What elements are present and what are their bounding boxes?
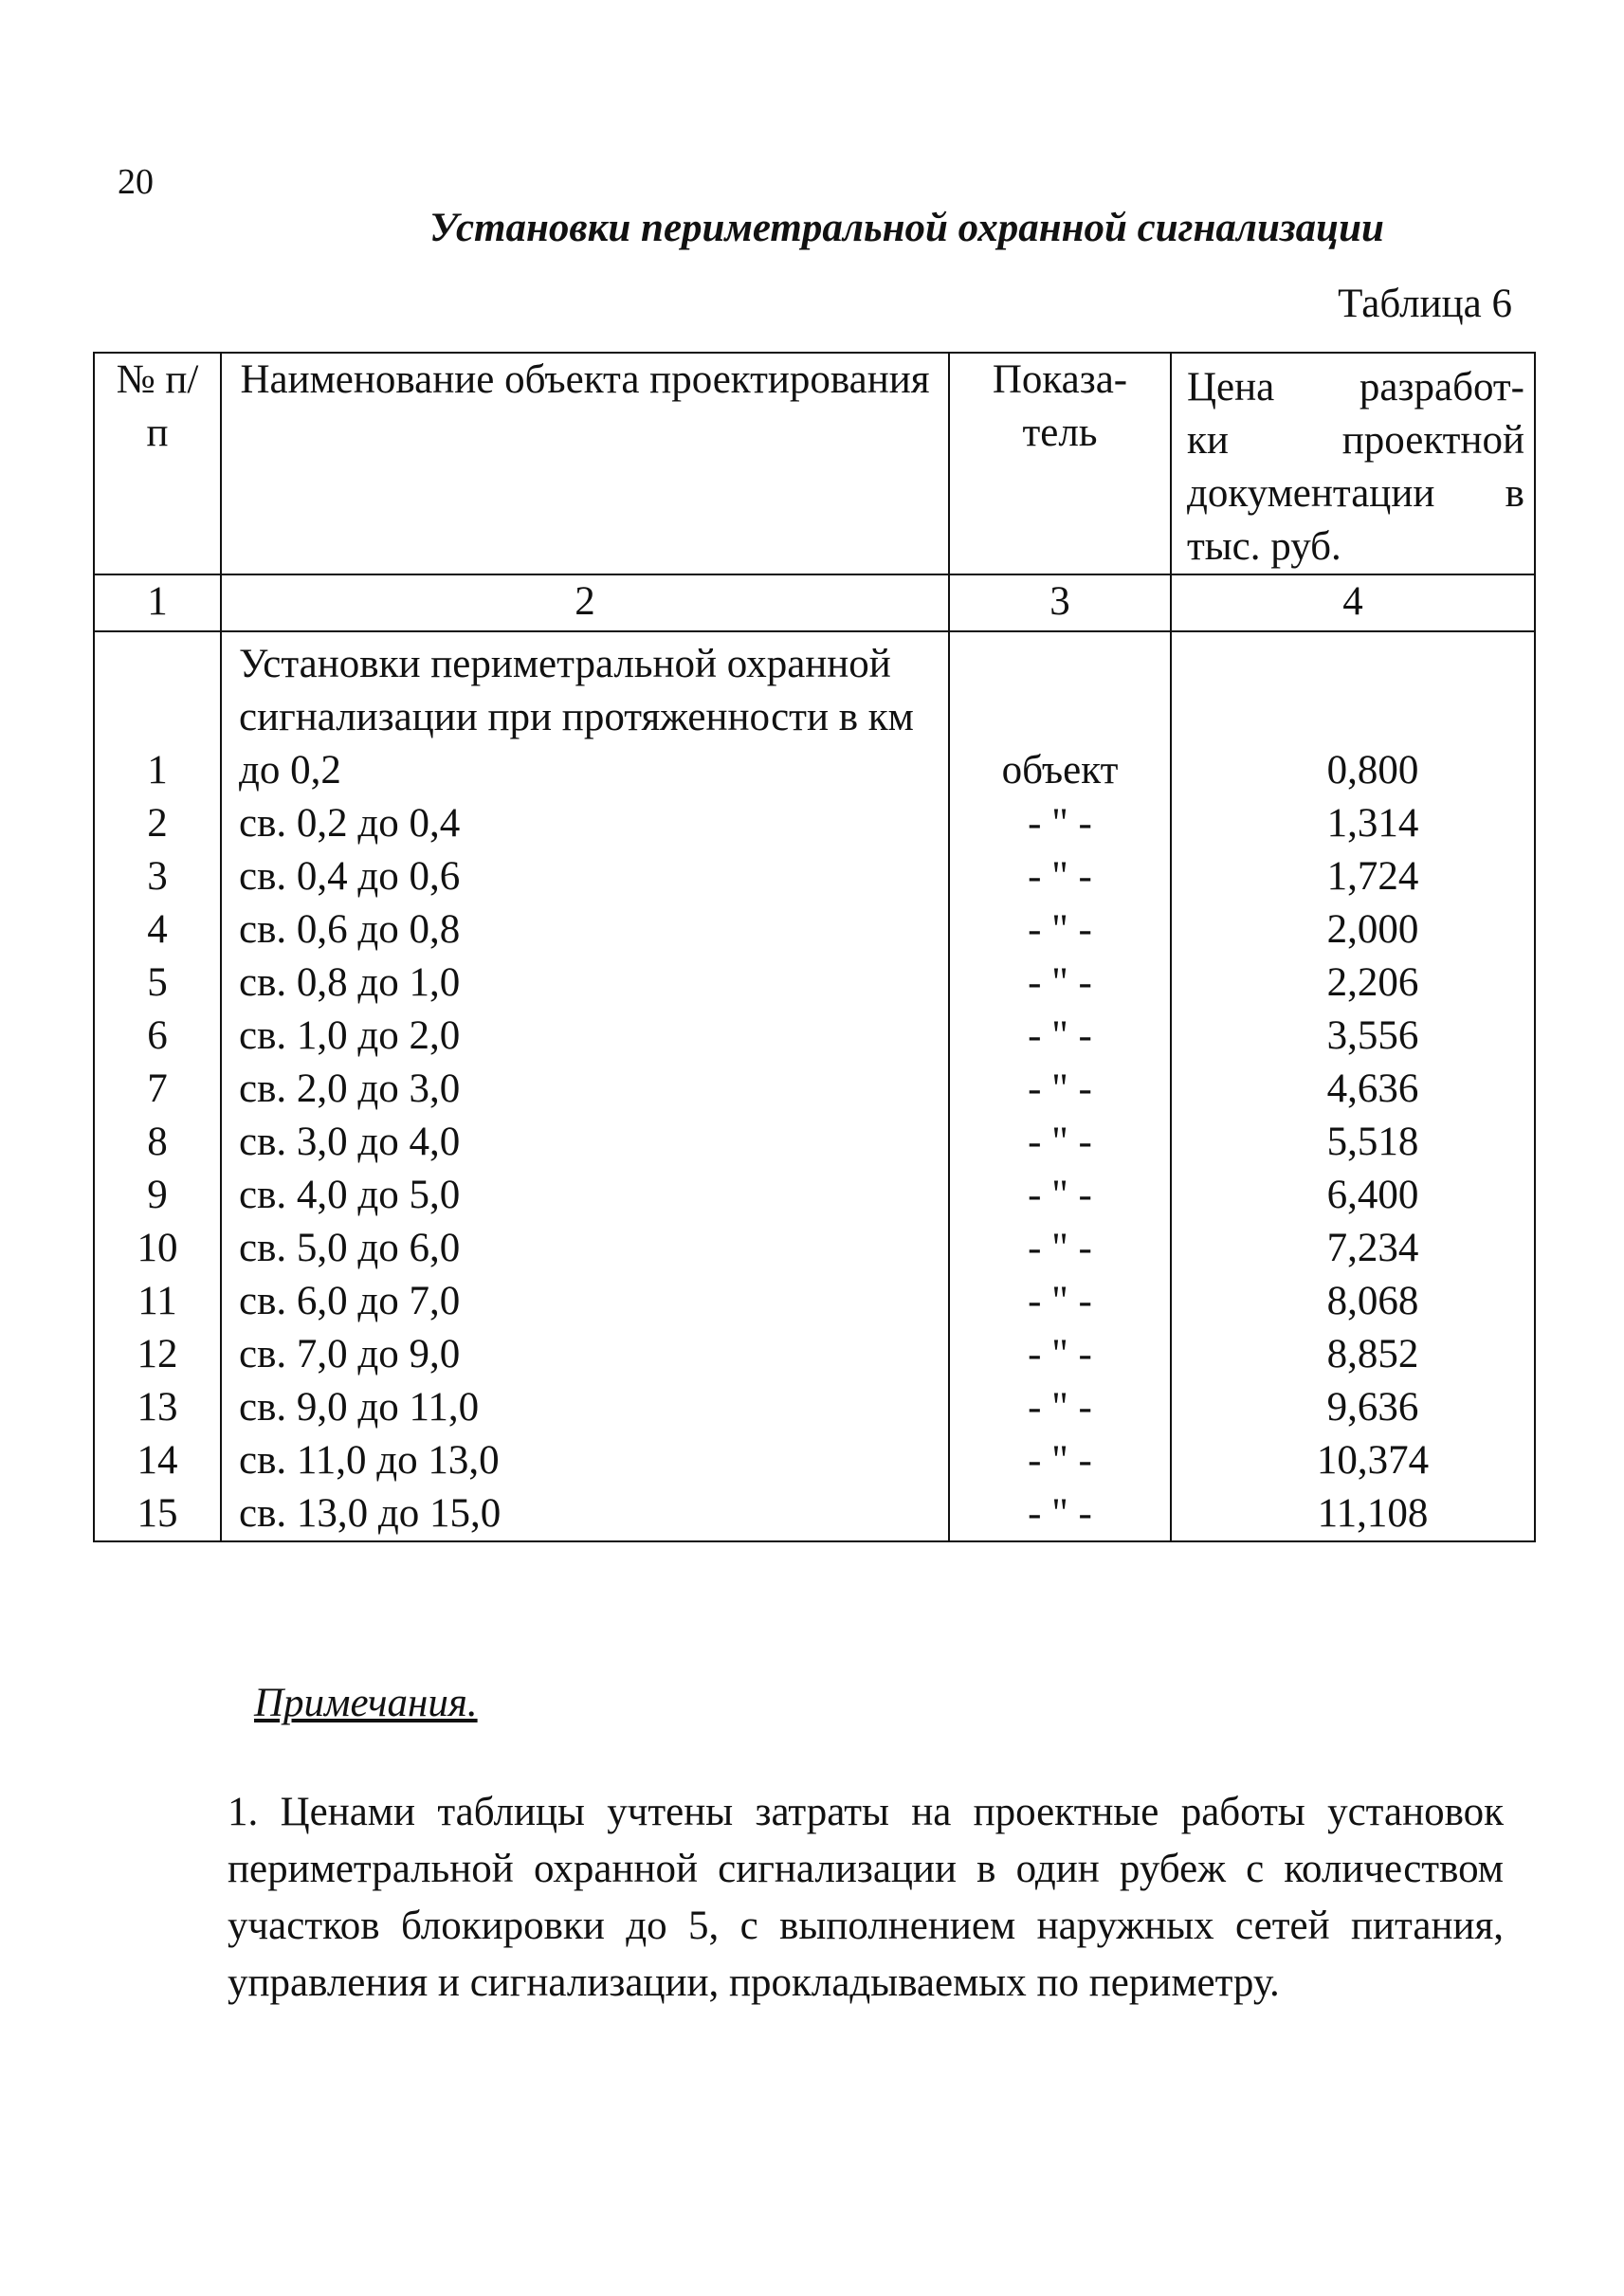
- table-row: [94, 957, 1535, 1010]
- row-number: 13: [94, 1381, 221, 1434]
- row-object-name: св. 5,0 до 6,0: [221, 1222, 949, 1275]
- row-price: 10,374: [1171, 1434, 1535, 1487]
- row-number: 14: [94, 1434, 221, 1487]
- row-number: 5: [94, 957, 221, 1010]
- table-row: [94, 1381, 1535, 1434]
- row-number: 3: [94, 850, 221, 903]
- row-number: 10: [94, 1222, 221, 1275]
- row-object-name: св. 7,0 до 9,0: [221, 1328, 949, 1381]
- row-indicator: - " -: [949, 1116, 1171, 1169]
- row-object-name: св. 3,0 до 4,0: [221, 1116, 949, 1169]
- header-price-line: документации в: [1187, 471, 1524, 516]
- column-numbers-row: [94, 574, 1535, 631]
- header-object-name: Наименование объекта проектирования: [221, 353, 949, 574]
- table-label: Таблица 6: [1338, 282, 1512, 326]
- header-indicator: Показа-тель: [949, 353, 1171, 574]
- column-number: 3: [949, 574, 1171, 631]
- row-object-name: св. 0,8 до 1,0: [221, 957, 949, 1010]
- row-number: 9: [94, 1169, 221, 1222]
- table-row: [94, 1010, 1535, 1063]
- row-number: 2: [94, 797, 221, 850]
- row-indicator: - " -: [949, 957, 1171, 1010]
- row-indicator: - " -: [949, 1487, 1171, 1541]
- page-title: Установки периметральной охранной сигнализации: [429, 206, 1384, 250]
- row-indicator: - " -: [949, 797, 1171, 850]
- row-number: 8: [94, 1116, 221, 1169]
- header-price: [1171, 353, 1535, 574]
- row-price: 8,852: [1171, 1328, 1535, 1381]
- group-title: Установки периметральной охранной сигнализации при протяженности в км: [221, 631, 949, 744]
- table-row: [94, 850, 1535, 903]
- table-row: [94, 903, 1535, 957]
- table-row: [94, 1328, 1535, 1381]
- table-row: [94, 1434, 1535, 1487]
- row-price: 4,636: [1171, 1063, 1535, 1116]
- row-number: 7: [94, 1063, 221, 1116]
- header-price-line: Цена разработ-: [1187, 365, 1524, 410]
- row-price: 5,518: [1171, 1116, 1535, 1169]
- row-price: 8,068: [1171, 1275, 1535, 1328]
- row-object-name: св. 9,0 до 11,0: [221, 1381, 949, 1434]
- notes-item: 1. Ценами таблицы учтены затраты на проектные работы установок периметральной охранной сигнализации в один рубеж с количеством участков блокировки до 5, с выполнением наружных сетей питания, управления и сигнализации, прокладываемых по периметру.: [228, 1790, 1504, 2005]
- table-row: [94, 744, 1535, 797]
- row-price: 1,724: [1171, 850, 1535, 903]
- row-price: 2,206: [1171, 957, 1535, 1010]
- row-object-name: св. 2,0 до 3,0: [221, 1063, 949, 1116]
- column-number: 1: [94, 574, 221, 631]
- column-number: 4: [1171, 574, 1535, 631]
- row-number: 4: [94, 903, 221, 957]
- row-indicator: - " -: [949, 1222, 1171, 1275]
- row-number: 1: [94, 744, 221, 797]
- row-number: 12: [94, 1328, 221, 1381]
- row-price: 0,800: [1171, 744, 1535, 797]
- table-row: [94, 1487, 1535, 1541]
- row-number: 11: [94, 1275, 221, 1328]
- column-number: 2: [221, 574, 949, 631]
- row-price: 1,314: [1171, 797, 1535, 850]
- row-indicator: - " -: [949, 1063, 1171, 1116]
- row-indicator: - " -: [949, 850, 1171, 903]
- row-indicator: объект: [949, 744, 1171, 797]
- table-row: [94, 1116, 1535, 1169]
- price-table: [93, 352, 1536, 1542]
- table-row: [94, 1169, 1535, 1222]
- row-object-name: св. 1,0 до 2,0: [221, 1010, 949, 1063]
- row-number: 6: [94, 1010, 221, 1063]
- row-price: 9,636: [1171, 1381, 1535, 1434]
- row-price: 11,108: [1171, 1487, 1535, 1541]
- row-price: 3,556: [1171, 1010, 1535, 1063]
- row-number: 15: [94, 1487, 221, 1541]
- header-number: № п/п: [94, 353, 221, 574]
- row-object-name: до 0,2: [221, 744, 949, 797]
- notes-title: Примечания.: [254, 1681, 478, 1725]
- row-object-name: св. 0,4 до 0,6: [221, 850, 949, 903]
- row-price: 7,234: [1171, 1222, 1535, 1275]
- table-row: [94, 1275, 1535, 1328]
- row-indicator: - " -: [949, 1275, 1171, 1328]
- table-row: [94, 797, 1535, 850]
- row-indicator: - " -: [949, 1328, 1171, 1381]
- row-object-name: св. 13,0 до 15,0: [221, 1487, 949, 1541]
- header-price-line: ки проектной: [1187, 418, 1524, 463]
- row-indicator: - " -: [949, 1169, 1171, 1222]
- row-object-name: св. 4,0 до 5,0: [221, 1169, 949, 1222]
- row-price: 2,000: [1171, 903, 1535, 957]
- page-number: 20: [118, 162, 154, 202]
- row-indicator: - " -: [949, 1010, 1171, 1063]
- row-indicator: - " -: [949, 903, 1171, 957]
- header-price-line: тыс. руб.: [1187, 524, 1341, 569]
- row-indicator: - " -: [949, 1434, 1171, 1487]
- row-indicator: - " -: [949, 1381, 1171, 1434]
- header-row: [94, 353, 1535, 574]
- table-row: [94, 1222, 1535, 1275]
- group-title-row: [94, 631, 1535, 744]
- row-price: 6,400: [1171, 1169, 1535, 1222]
- row-object-name: св. 0,2 до 0,4: [221, 797, 949, 850]
- row-object-name: св. 0,6 до 0,8: [221, 903, 949, 957]
- table-row: [94, 1063, 1535, 1116]
- row-object-name: св. 6,0 до 7,0: [221, 1275, 949, 1328]
- row-object-name: св. 11,0 до 13,0: [221, 1434, 949, 1487]
